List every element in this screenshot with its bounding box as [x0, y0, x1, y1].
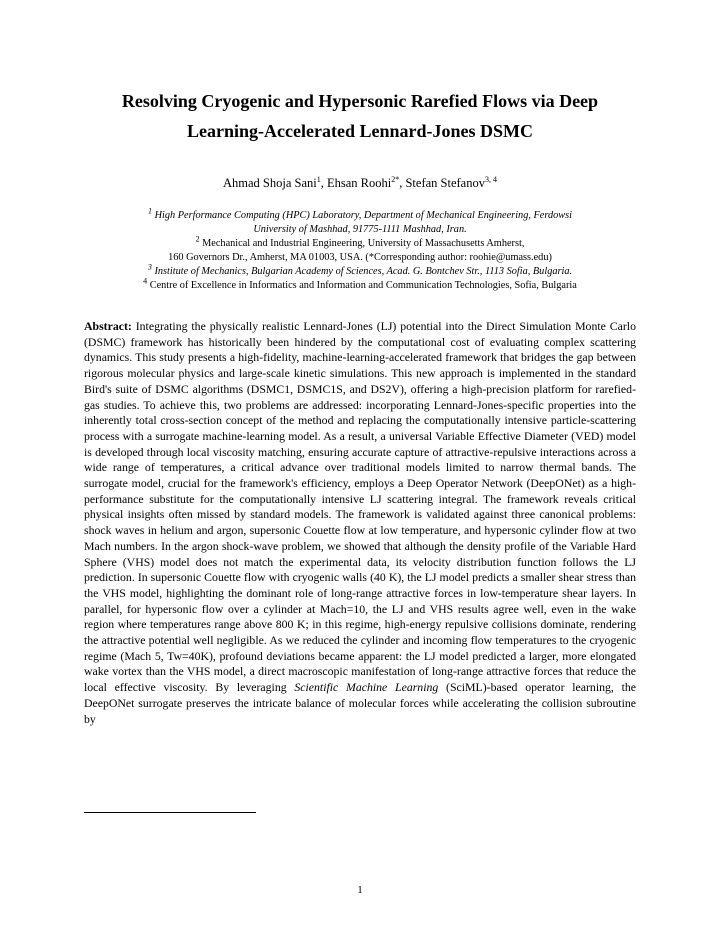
- abstract-text: Integrating the physically realistic Lennard-Jones (LJ) potential into the Direct Simulation Monte Carlo (DSMC) framework has historically been hindered by the computational cost of evaluating complex scattering dynamics. This study presents a high-fidelity, machine-learning-accelerated framework that bridges the gap between rigorous molecular physics and large-scale kinetic simulations. This new approach is implemented in the standard Bird's suite of DSMC algorithms (DSMC1, DSMC1S, and DS2V), offering a high-precision platform for rarefied-gas studies. To achieve this, two problems are addressed: incorporating Lennard-Jones-specific properties into the inherently total cross-section concept of the method and replacing the computationally intensive particle-scattering process with a surrogate machine-learning model. As a result, a universal Variable Effective Diameter (VED) model is developed through local viscosity matching, ensuring accurate capture of attractive-repulsive interactions across a wide range of temperatures, a critical advance over traditional models limited to narrow thermal bands. The surrogate model, crucial for the framework's efficiency, employs a Deep Operator Network (DeepONet) as a high-performance substitute for the computationally intensive LJ scattering integral. The framework reveals critical physical insights often missed by standard models. The framework is validated against three canonical problems: shock waves in helium and argon, supersonic Couette flow at low temperature, and hypersonic cylinder flow at two Mach numbers. In the argon shock-wave problem, we showed that although the density profile of the Variable Hard Sphere (VHS) model does not match the experimental data, its velocity distribution function follows the LJ prediction. In supersonic Couette flow with cryogenic walls (40 K), the LJ model predicts a smaller shear stress than the VHS model, highlighting the dominant role of long-range attractive forces in low-temperature shear layers. In parallel, for hypersonic flow over a cylinder at Mach=10, the LJ and VHS results agree well, even in the wake region where temperatures range above 800 K; in this regime, high-energy repulsive collisions dominate, rendering the attractive potential well negligible. As we reduced the cylinder and incoming flow temperatures to the cryogenic regime (Mach 5, Tw=40K), profound deviations became apparent: the LJ model predicted a larger, more elongated wake vortex than the VHS model, a direct macroscopic manifestation of long-range attractive forces that reduce the local effective viscosity. By leveraging: [84, 319, 636, 695]
- affiliation-text: 160 Governors Dr., Amherst, MA 01003, USA. (*Corresponding author: roohie@umass.edu): [168, 252, 552, 263]
- affiliation-line: [40, 223, 680, 237]
- title-line-1: Resolving Cryogenic and Hypersonic Rarefied Flows via Deep: [121, 91, 599, 111]
- affiliation-text: High Performance Computing (HPC) Laboratory, Department of Mechanical Engineering, Ferdowsi: [154, 210, 573, 221]
- author-name: Stefan Stefanov: [405, 176, 485, 190]
- affiliation-mark: 1: [147, 206, 152, 216]
- affiliation-mark: 3: [147, 262, 152, 272]
- affiliation-line: [40, 206, 680, 223]
- affiliation-line: [40, 251, 680, 265]
- affiliation-line: [40, 234, 680, 251]
- author-name: Ahmad Shoja Sani: [223, 176, 317, 190]
- affiliation-text: University of Mashhad, 91775-1111 Mashhad, Iran.: [253, 224, 467, 235]
- affiliation-text: Centre of Excellence in Informatics and Information and Communication Technologies, Sofia, Bulgaria: [149, 280, 577, 291]
- title-line-2: Learning-Accelerated Lennard-Jones DSMC: [187, 121, 533, 141]
- abstract-italic-term: Scientific Machine Learning: [294, 680, 439, 695]
- author-separator: ,: [399, 176, 406, 190]
- abstract-paragraph: [84, 319, 636, 727]
- author-separator: ,: [320, 176, 327, 190]
- author-list: [0, 176, 720, 191]
- affiliation-line: [40, 262, 680, 279]
- page-number: 1: [357, 884, 363, 896]
- author-affil-mark: 2*: [391, 174, 400, 184]
- affiliation-mark: 2: [195, 234, 200, 244]
- affiliation-text: Mechanical and Industrial Engineering, University of Massachusetts Amherst,: [202, 238, 525, 249]
- paper-title: [60, 86, 660, 146]
- abstract-text-continued: (SciML)-based operator learning, the DeepONet surrogate preserves the intricate balance of molecular forces while accelerating the collision subroutine by: [84, 680, 636, 726]
- affiliation-text: Institute of Mechanics, Bulgarian Academy of Sciences, Acad. G. Bontchev Str., 1113 Sofia, Bulgaria.: [154, 266, 573, 277]
- author-affil-mark: 3, 4: [484, 174, 497, 184]
- author-name: Ehsan Roohi: [327, 176, 392, 190]
- affiliation-line: [40, 276, 680, 293]
- footnote-divider: [84, 812, 256, 813]
- affiliation-mark: 4: [143, 276, 148, 286]
- abstract-label: Abstract:: [84, 319, 132, 333]
- author-affil-mark: 1: [316, 174, 321, 184]
